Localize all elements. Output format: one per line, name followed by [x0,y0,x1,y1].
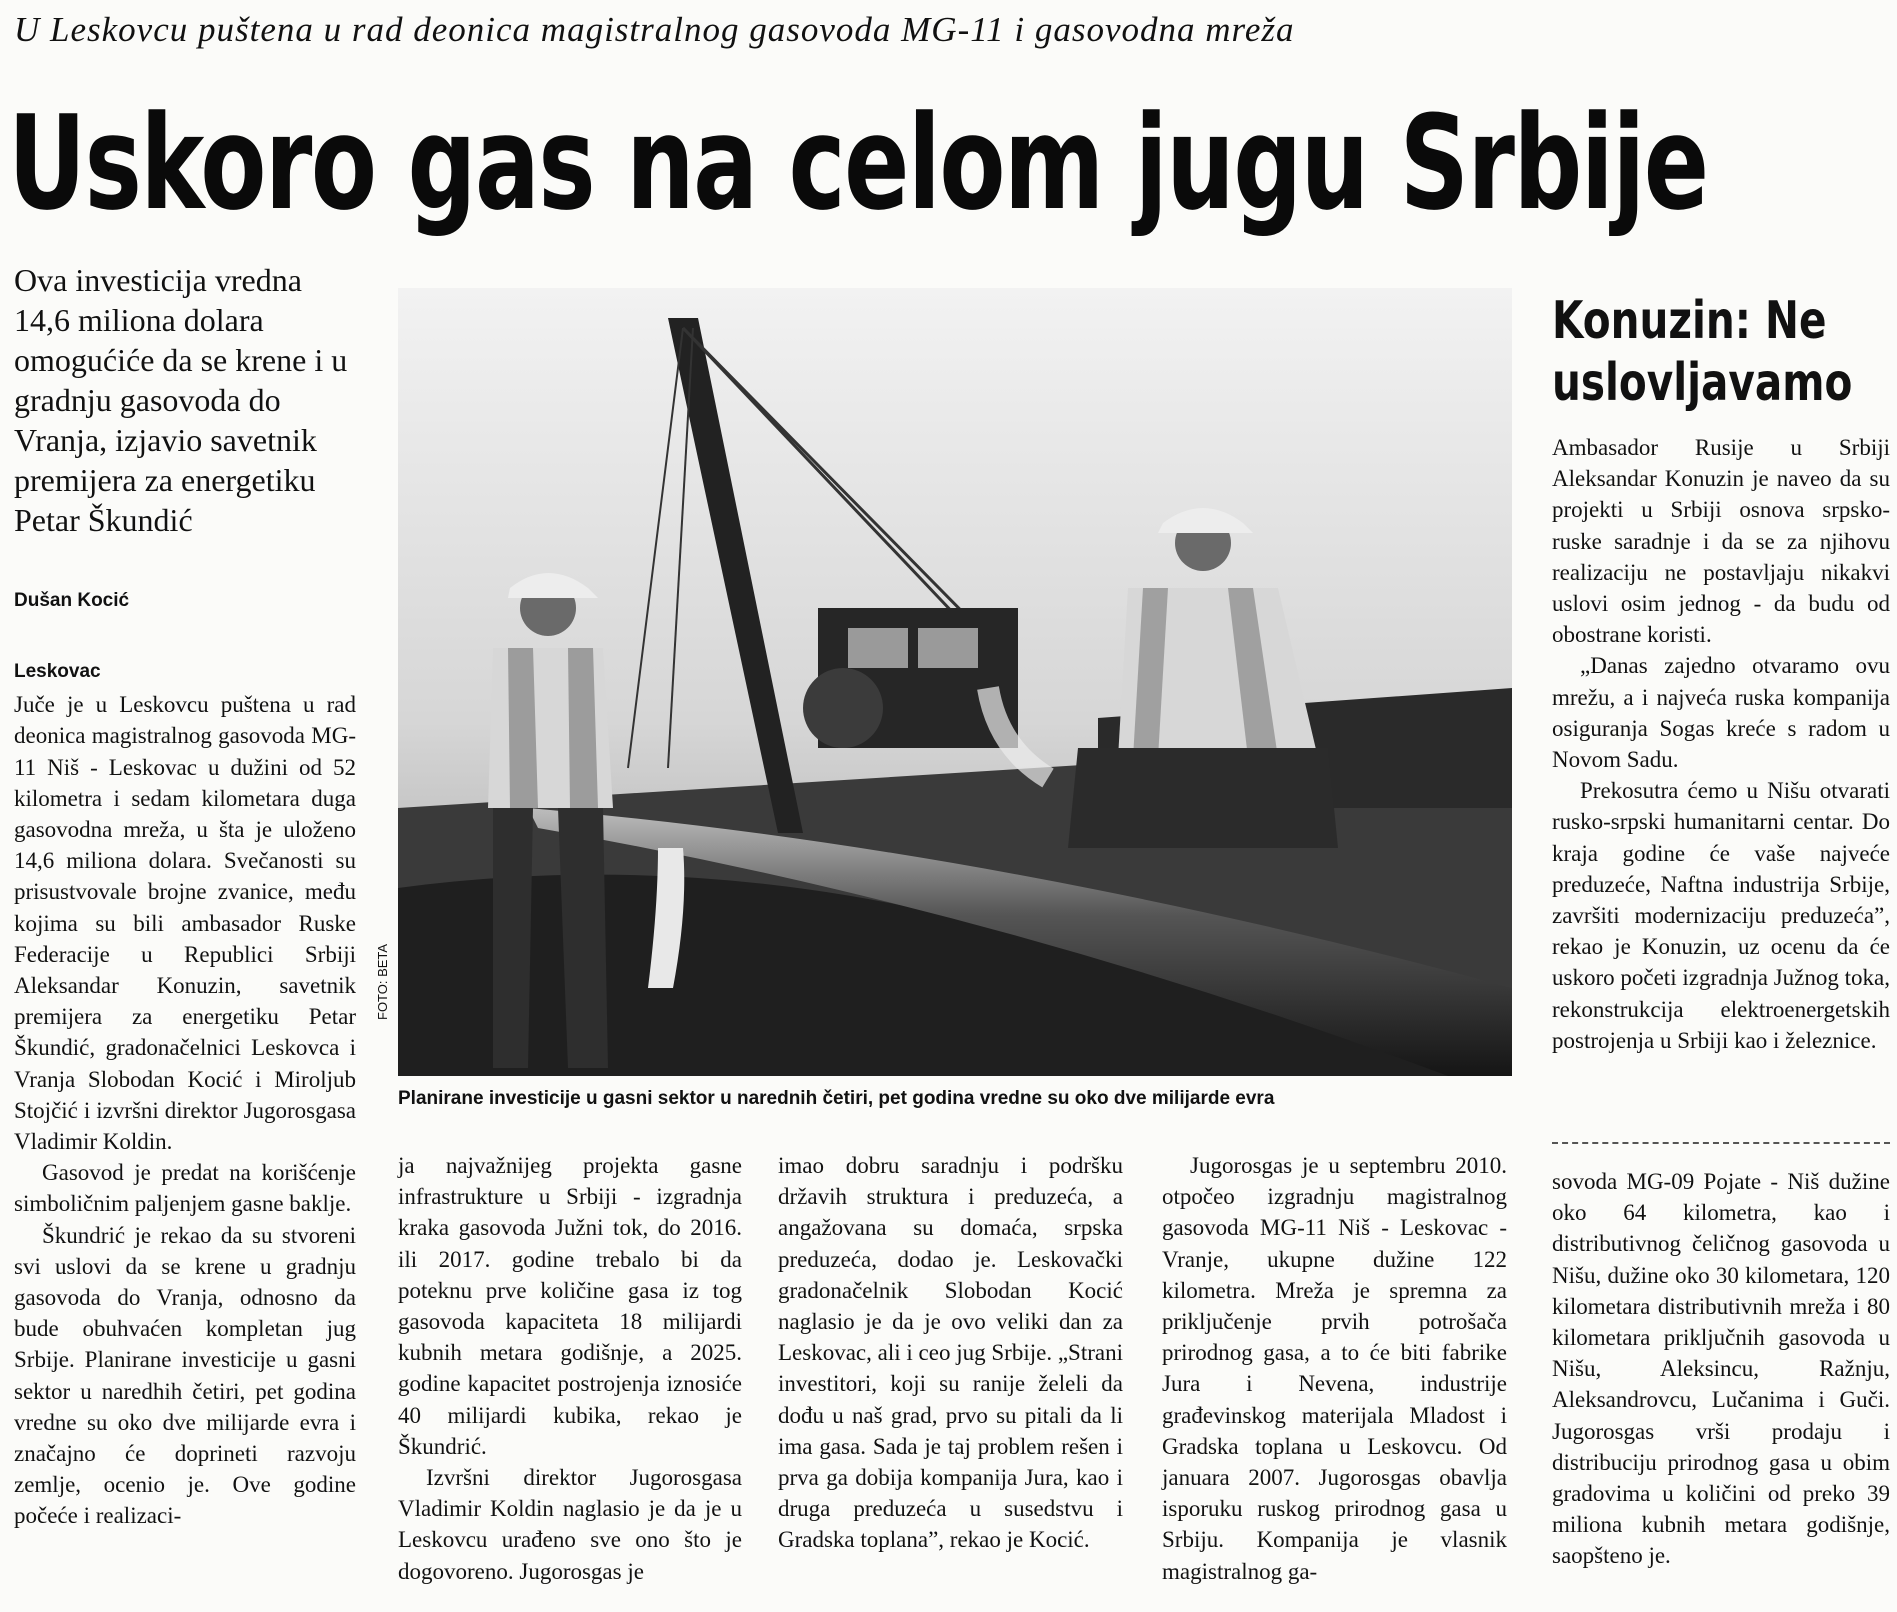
paragraph: Juče je u Leskovcu puštena u rad deonica magistralnog gasovoda MG-11 Niš - Leskovac u dužini od 52 kilometra i sedam kilometara duga gasovodna mreža, u šta je uloženo 14,6 miliona dolara. Svečanosti su prisustvovale brojne zvanice, među kojima su bili ambasador Ruske Federacije u Republici Srbiji Aleksandar Konuzin, savetnik premijera za energetiku Petar Škundić, gradonačelnici Leskovca i Vranja Slobodan Kocić i Miroljub Stojčić i izvršni direktor Jugorosgasa Vladimir Koldin. [14,692,356,1155]
paragraph: Gasovod je predat na korišćenje simboličnim paljenjem gasne baklje. [14,1160,356,1217]
sidebar-divider [1552,1142,1890,1144]
paragraph: imao dobru saradnju i podršku državih struktura i preduzeća, a angažovana su domaća, srpska preduzeća, dodao je. Leskovački gradonačelnik Slobodan Kocić naglasio je da je ovo veliki dan za Leskovac, ali i ceo jug Srbije. „Strani investitori, koji su ranije želeli da dođu u naš grad, prvo su pitali da li ima gasa. Sada je taj problem rešen i prva ga dobija kompanija Jura, kao i druga preduzeća u susedstvu i Gradska toplana”, rekao je Kocić. [778,1153,1123,1553]
article-column-5 [1552,1166,1890,1572]
article-column-2 [398,1150,742,1587]
paragraph: Prekosutra ćemo u Nišu otvarati rusko-srpski humanitarni centar. Do kraja godine će vaše najveće preduzeće, Naftna industrija Srbije, završiti modernizaciju preduzeća”, rekao je Konuzin, uz ocenu da će uskoro početi izgradnja Južnog toka, rekonstrukcija elektroenergetskih postrojenja u Srbiji kao i železnice. [1552,778,1890,1053]
photo-caption: Planirane investicije u gasni sektor u narednih četiri, pet godina vredne su oko dve milijarde evra [398,1088,1275,1109]
article-lead: Ova investicija vredna 14,6 miliona dolara omogućiće da se krene i u gradnju gasovoda do Vranja, izjavio savetnik premijera za energetiku Petar Škundić [14,262,348,538]
photo-illustration [398,288,1512,1076]
paragraph: sovoda MG-09 Pojate - Niš dužine oko 64 kilometra, kao i distributivnog čeličnog gasovoda u Nišu, dužine oko 30 kilometara, 120 kilometara distributivnih mreža i 80 kilometara priključnih gasovoda u Nišu, Aleksincu, Ražnju, Aleksandrovcu, Lučanima i Guči. Jugorosgas vrši prodaju i distribuciju prirodnog gasa u obim gradovima u količini od preko 39 miliona kubnih metara godišnje, saopšteno je. [1552,1169,1890,1569]
paragraph: Jugorosgas je u septembru 2010. otpočeo izgradnju magistralnog gasovoda MG-11 Niš - Leskovac - Vranje, ukupne dužine 122 kilometra. Mreža je spremna za priključenje prvih potrošača prirodnog gasa, a to će biti fabrike Jura i Nevena, industrije građevinskog materijala Mladost i Gradska toplana u Leskovcu. Od januara 2007. Jugorosgas obavlja isporuku ruskog prirodnog gasa u Srbiju. Kompanija je vlasnik magistralnog ga- [1162,1153,1507,1584]
news-photo-pipeline-workers [398,288,1512,1076]
article-kicker: U Leskovcu puštena u rad deonica magistralnog gasovoda MG-11 i gasovodna mreža [14,10,1295,49]
sidebar-body [1552,432,1890,1056]
article-column-3 [778,1150,1123,1556]
sidebar-title-line-1: Konuzin: Ne [1552,291,1827,351]
article-headline: Uskoro gas na celom jugu Srbije [8,87,1708,239]
paragraph: Ambasador Rusije u Srbiji Aleksandar Konuzin je naveo da su projekti u Srbiji osnova srpsko-ruske saradnje i da se za njihovu realizaciju ne postavljaju nikakvi uslovi osim jednog - da budu od obostrane koristi. [1552,435,1890,648]
paragraph: ja najvažnijeg projekta gasne infrastrukture u Srbiji - izgradnja kraka gasovoda Južni tok, do 2016. ili 2017. godine trebalo bi da poteknu prve količine gasa iz tog gasovoda kapaciteta 18 milijardi kubnih metara godišnje, a 2025. godine kapacitet postrojenja iznosiće 40 milijardi kubika, rekao je Škundrić. [398,1153,742,1459]
article-column-4 [1162,1150,1507,1587]
paragraph: „Danas zajedno otvaramo ovu mrežu, a i najveća ruska kompanija osiguranja Sogas kreće s radom u Novom Sadu. [1552,653,1890,773]
paragraph: Izvršni direktor Jugorosgasa Vladimir Koldin naglasio je da je u Leskovcu urađeno sve ono što je dogovoreno. Jugorosgas je [398,1465,742,1584]
article-byline: Dušan Kocić [14,590,130,611]
sidebar-title [1552,290,1852,414]
article-column-1 [14,656,356,1532]
photo-credit: FOTO: BETA [375,943,390,1020]
paragraph: Škundrić je rekao da su stvoreni svi uslovi da se krene u gradnju gasovoda do Vranja, odnosno da bude obuhvaćen kompletan jug Srbije. Planirane investicije u gasni sektor u naredhih četiri, pet godina vredne su oko dve milijarde evra i značajno će doprineti razvoju zemlje, ocenio je. Ove godine počeće i realizaci- [14,1222,356,1529]
sidebar-title-line-2: uslovljavamo [1552,353,1853,413]
dateline: Leskovac [14,661,101,682]
